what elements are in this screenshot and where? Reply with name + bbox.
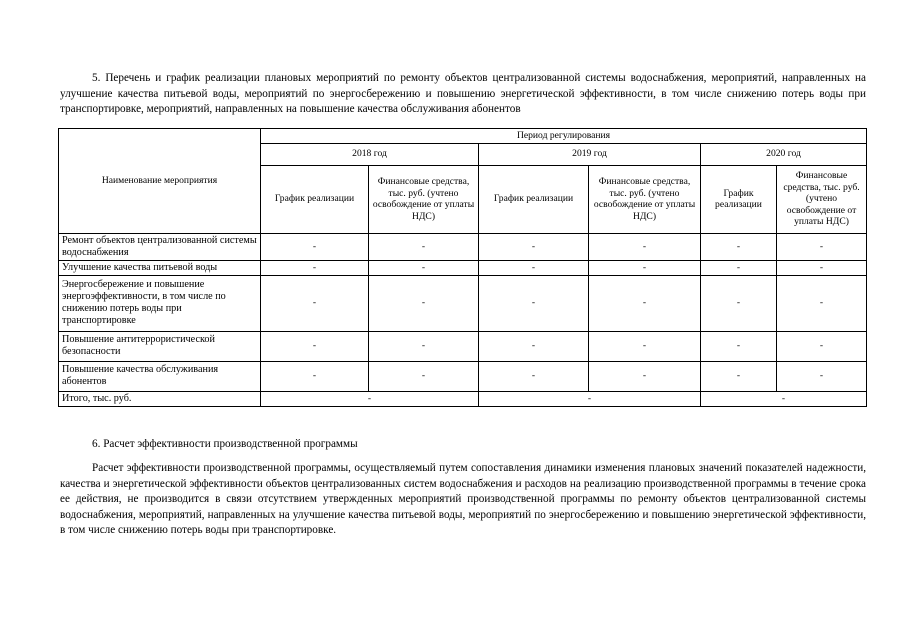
table-cell: - — [589, 233, 701, 260]
table-cell: - — [701, 260, 777, 275]
row-name: Повышение качества обслуживания абонентов — [59, 361, 261, 391]
table-row — [59, 331, 867, 361]
row-name: Повышение антитеррористической безопасности — [59, 331, 261, 361]
table-cell: - — [701, 275, 777, 331]
period-header: Период регулирования — [261, 129, 867, 144]
table-cell: - — [589, 331, 701, 361]
table-cell: - — [701, 233, 777, 260]
table-row — [59, 361, 867, 391]
table-cell: - — [589, 275, 701, 331]
table-cell: - — [369, 275, 479, 331]
table-cell: - — [479, 361, 589, 391]
table-cell: - — [479, 275, 589, 331]
table-cell: - — [479, 260, 589, 275]
sub-header-schedule-2020: График реализации — [701, 165, 777, 233]
table-cell: - — [261, 260, 369, 275]
table-cell: - — [777, 260, 867, 275]
sub-header-schedule-2019: График реализации — [479, 165, 589, 233]
table-cell: - — [701, 331, 777, 361]
table-cell: - — [261, 233, 369, 260]
table-row — [59, 260, 867, 275]
year-header-2019: 2019 год — [479, 143, 701, 165]
total-cell-2020: - — [701, 391, 867, 406]
table-cell: - — [369, 260, 479, 275]
total-label: Итого, тыс. руб. — [59, 391, 261, 406]
section-6-paragraph: Расчет эффективности производственной программы, осуществляемый путем сопоставления динамики изменения плановых значений показателей надежности, качества и энергетической эффективности объектов централизованных систем водоснабжения и расходов на реализацию производственной программы в течение срока ее действия, не производится в связи отсутствием утвержденных мероприятий производственной программы по ремонту объектов централизованной системы водоснабжения, мероприятий, направленных на улучшение качества питьевой воды, мероприятий по энергосбережению и повышению энергетической эффективности, в том числе снижению потерь воды при транспортировке. — [60, 462, 866, 536]
table-cell: - — [479, 233, 589, 260]
table-row — [59, 233, 867, 260]
table-cell: - — [777, 233, 867, 260]
table-cell: - — [777, 361, 867, 391]
measures-table — [58, 128, 867, 407]
year-header-2018: 2018 год — [261, 143, 479, 165]
table-row — [59, 275, 867, 331]
year-header-2020: 2020 год — [701, 143, 867, 165]
table-cell: - — [777, 275, 867, 331]
table-cell: - — [261, 275, 369, 331]
table-cell: - — [589, 260, 701, 275]
total-row — [59, 391, 867, 406]
sub-header-schedule-2018: График реализации — [261, 165, 369, 233]
total-cell-2018: - — [261, 391, 479, 406]
table-cell: - — [777, 331, 867, 361]
sub-header-finance-2020: Финансовые средства, тыс. руб. (учтено освобождение от уплаты НДС) — [777, 165, 867, 233]
table-cell: - — [369, 331, 479, 361]
table-cell: - — [261, 331, 369, 361]
sub-header-finance-2019: Финансовые средства, тыс. руб. (учтено освобождение от уплаты НДС) — [589, 165, 701, 233]
table-cell: - — [701, 361, 777, 391]
total-cell-2019: - — [479, 391, 701, 406]
section-5-paragraph: 5. Перечень и график реализации плановых мероприятий по ремонту объектов централизованной системы водоснабжения, мероприятий, направленных на улучшение качества питьевой воды, мероприятий по энергосбережению и повышению энергетической эффективности, в том числе снижению потерь воды при транспортировке, мероприятий, направленных на повышение качества обслуживания абонентов — [60, 72, 866, 115]
table-cell: - — [479, 331, 589, 361]
table-cell: - — [261, 361, 369, 391]
row-name: Энергосбережение и повышение энергоэффективности, в том числе по снижению потерь воды при транспортировке — [59, 275, 261, 331]
table-cell: - — [589, 361, 701, 391]
table-cell: - — [369, 233, 479, 260]
section-6-heading: 6. Расчет эффективности производственной программы — [92, 438, 358, 450]
row-name: Улучшение качества питьевой воды — [59, 260, 261, 275]
col-header-name: Наименование мероприятия — [59, 129, 261, 234]
table-cell: - — [369, 361, 479, 391]
row-name: Ремонт объектов централизованной системы водоснабжения — [59, 233, 261, 260]
sub-header-finance-2018: Финансовые средства, тыс. руб. (учтено освобождение от уплаты НДС) — [369, 165, 479, 233]
